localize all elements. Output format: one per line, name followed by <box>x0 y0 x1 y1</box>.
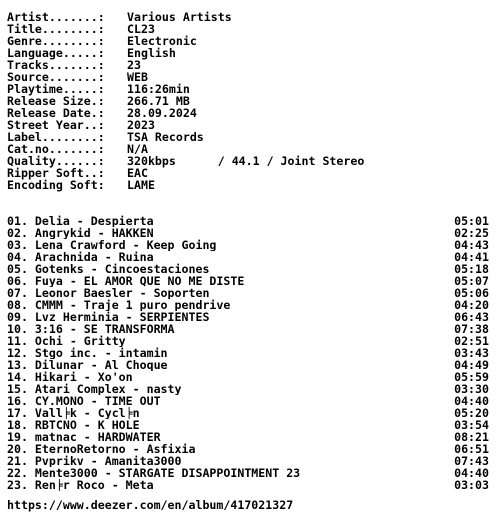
info-row <box>7 179 489 191</box>
tracklist <box>7 215 489 491</box>
info-value: Various Artists <box>127 10 232 24</box>
track-row <box>7 299 489 311</box>
track-duration: 07:38 <box>454 322 489 336</box>
track-title: 22. Mente3000 - STARGATE DISAPPOINTMENT 23 <box>7 467 301 479</box>
section-spacer <box>7 191 489 215</box>
track-row <box>7 287 489 299</box>
track-duration: 02:51 <box>454 334 489 348</box>
track-row <box>7 215 489 227</box>
track-title: 17. Vall╞k - Cycl╞n <box>7 407 140 419</box>
info-key: Playtime.....: <box>7 82 105 96</box>
info-key: Encoding Soft: <box>7 178 105 192</box>
track-duration: 04:49 <box>454 358 489 372</box>
track-row <box>7 479 489 491</box>
album-url-row <box>7 499 489 511</box>
info-value: English <box>127 46 176 60</box>
track-duration: 04:40 <box>454 394 489 408</box>
track-row <box>7 467 489 479</box>
info-key: Language.....: <box>7 46 105 60</box>
info-key: Street Year..: <box>7 118 105 132</box>
track-row <box>7 359 489 371</box>
track-row <box>7 239 489 251</box>
info-key: Release Date.: <box>7 106 105 120</box>
track-duration: 05:07 <box>454 274 489 288</box>
track-duration: 05:59 <box>454 370 489 384</box>
track-row <box>7 263 489 275</box>
track-row <box>7 227 489 239</box>
track-duration: 04:40 <box>454 466 489 480</box>
info-key: Label........: <box>7 130 105 144</box>
info-key: Cat.no.......: <box>7 142 105 156</box>
info-key: Artist.......: <box>7 10 105 24</box>
album-url: https://www.deezer.com/en/album/417021327 <box>7 498 294 512</box>
track-title: 02. Angrykid - HAKKEN <box>7 227 154 239</box>
track-duration: 04:41 <box>454 250 489 264</box>
track-row <box>7 395 489 407</box>
track-title: 06. Fuya - EL AMOR QUE NO ME DISTE <box>7 275 245 287</box>
info-value: WEB <box>127 70 148 84</box>
track-duration: 06:43 <box>454 310 489 324</box>
track-duration: 04:43 <box>454 238 489 252</box>
info-value: 23 <box>127 58 141 72</box>
track-duration: 03:03 <box>454 478 489 492</box>
info-key: Source.......: <box>7 70 105 84</box>
track-duration: 05:01 <box>454 214 489 228</box>
track-title: 01. Delia - Despierta <box>7 215 154 227</box>
track-duration: 03:43 <box>454 346 489 360</box>
track-title: 13. Dilunar - Al Choque <box>7 359 168 371</box>
track-row <box>7 431 489 443</box>
info-value: 28.09.2024 <box>127 106 197 120</box>
track-duration: 02:25 <box>454 226 489 240</box>
info-value: N/A <box>127 142 148 156</box>
info-value: EAC <box>127 166 148 180</box>
info-key: Tracks.......: <box>7 58 105 72</box>
track-row <box>7 383 489 395</box>
track-title: 21. Pvprikv - Amanita3000 <box>7 455 182 467</box>
track-title: 05. Gotenks - Cincoestaciones <box>7 263 210 275</box>
info-key: Release Size.: <box>7 94 105 108</box>
track-title: 18. RBTCNO - K HOLE <box>7 419 140 431</box>
track-duration: 06:51 <box>454 442 489 456</box>
track-row <box>7 323 489 335</box>
track-row <box>7 251 489 263</box>
track-row <box>7 443 489 455</box>
release-info-section <box>7 11 489 191</box>
info-value: TSA Records <box>127 130 204 144</box>
track-row <box>7 311 489 323</box>
track-title: 16. CY.MONO - TIME OUT <box>7 395 161 407</box>
info-key: Quality......: <box>7 154 105 168</box>
track-row <box>7 335 489 347</box>
track-title: 07. Leonor Baesler - Soporten <box>7 287 210 299</box>
track-title: 14. Hikari - Xo'on <box>7 371 133 383</box>
track-duration: 04:20 <box>454 298 489 312</box>
info-key: Title........: <box>7 22 105 36</box>
nfo-text-block <box>7 11 489 511</box>
track-title: 08. CMMM - Traje 1 puro pendrive <box>7 299 231 311</box>
info-value: Electronic <box>127 34 197 48</box>
info-value: CL23 <box>127 22 155 36</box>
track-duration: 05:20 <box>454 406 489 420</box>
track-duration: 05:06 <box>454 286 489 300</box>
info-value: 320kbps / 44.1 / Joint Stereo <box>127 154 365 168</box>
track-row <box>7 419 489 431</box>
track-title: 09. Lvz Herminia - SERPIENTES <box>7 311 210 323</box>
info-value: LAME <box>127 178 155 192</box>
track-title: 03. Lena Crawford - Keep Going <box>7 239 217 251</box>
track-duration: 07:43 <box>454 454 489 468</box>
track-title: 20. EternoRetorno - Asfixia <box>7 443 196 455</box>
info-key: Genre........: <box>7 34 105 48</box>
info-value: 266.71 MB <box>127 94 190 108</box>
info-value: 2023 <box>127 118 155 132</box>
track-row <box>7 407 489 419</box>
track-duration: 08:21 <box>454 430 489 444</box>
track-title: 04. Arachnida - Ruina <box>7 251 154 263</box>
track-title: 11. Ochi - Gritty <box>7 335 126 347</box>
track-title: 23. Ren╞r Roco - Meta <box>7 479 154 491</box>
info-key: Ripper Soft..: <box>7 166 105 180</box>
track-row <box>7 347 489 359</box>
info-value: 116:26min <box>127 82 190 96</box>
track-row <box>7 455 489 467</box>
track-duration: 03:54 <box>454 418 489 432</box>
track-duration: 05:18 <box>454 262 489 276</box>
track-title: 19. matnac - HARDWATER <box>7 431 161 443</box>
track-row <box>7 371 489 383</box>
track-title: 12. Stgo inc. - intamin <box>7 347 168 359</box>
track-title: 10. 3:16 - SE TRANSFORMA <box>7 323 175 335</box>
track-duration: 03:30 <box>454 382 489 396</box>
track-row <box>7 275 489 287</box>
track-title: 15. Atari Complex - nasty <box>7 383 182 395</box>
